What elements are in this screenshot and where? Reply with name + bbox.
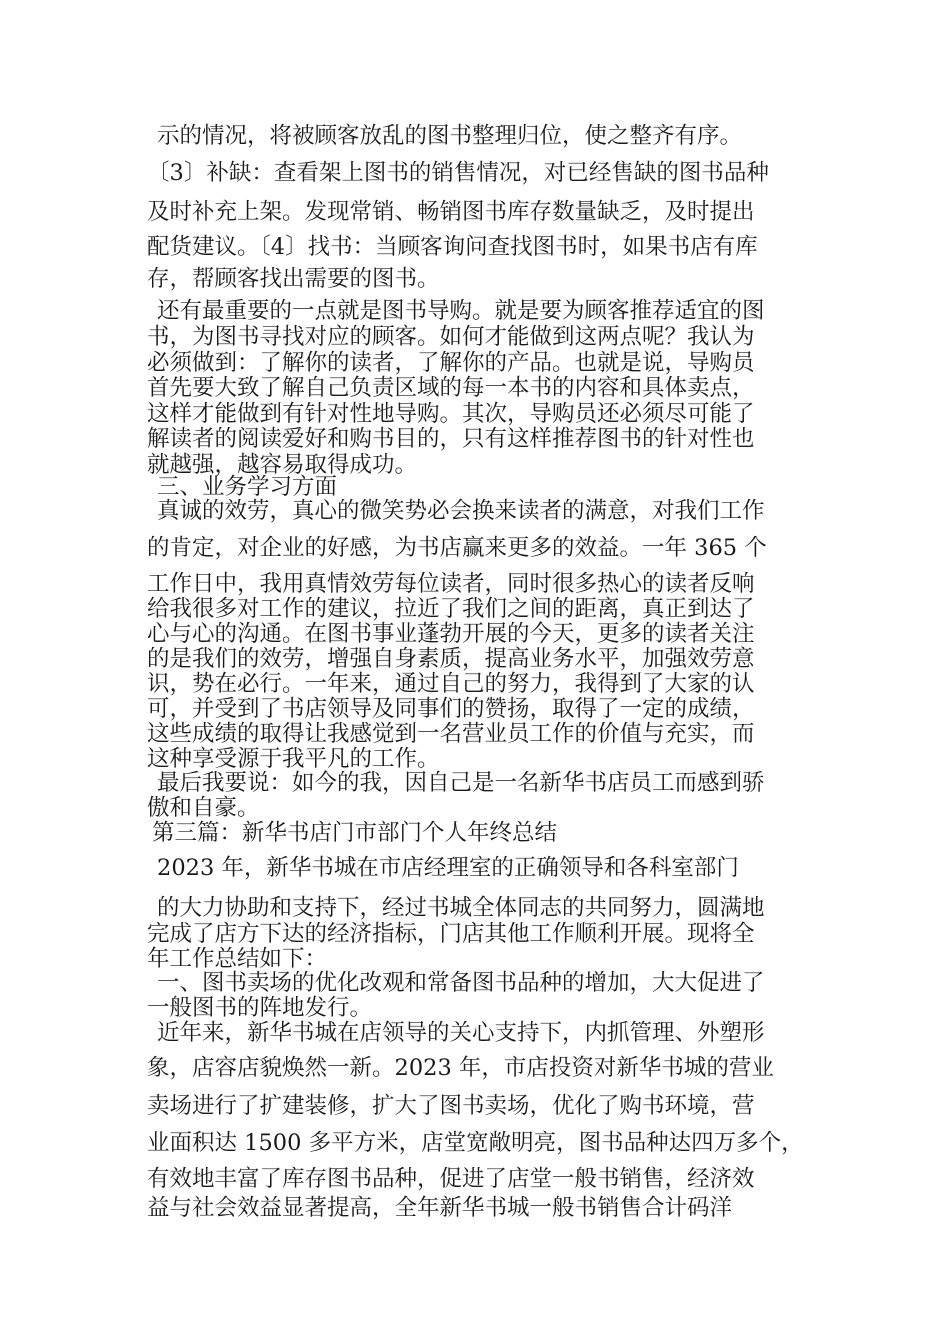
text-line: 首先要大致了解自己负责区域的每一本书的内容和具体卖点，: [147, 375, 755, 401]
text-line: 书，为图书寻找对应的顾客。如何才能做到这两点呢？我认为: [147, 324, 755, 350]
section-heading: 一、图书卖场的优化改观和常备图书品种的增加，大大促进了: [157, 970, 765, 996]
chapter-title: 第三篇：新华书店门市部门个人年终总结: [152, 820, 558, 846]
text-line: 的肯定，对企业的好感，为书店赢来更多的效益。一年 365 个: [147, 535, 767, 561]
text-line: 工作日中，我用真情效劳每位读者，同时很多热心的读者反响: [147, 571, 755, 597]
text-line: 傲和自豪。: [147, 795, 260, 821]
text-line: 解读者的阅读爱好和购书目的，只有这样推荐图书的针对性也: [147, 426, 755, 452]
text-line: 这种享受源于我平凡的工作。: [147, 746, 440, 772]
text-line: 〔3〕补缺：查看架上图书的销售情况，对已经售缺的图书品种: [147, 160, 769, 186]
text-line: 配货建议。〔4〕找书：当顾客询问查找图书时，如果书店有库: [147, 234, 758, 260]
text-line: 必须做到：了解你的读者，了解你的产品。也就是说，导购员: [147, 350, 755, 376]
text-line: 年工作总结如下：: [147, 946, 328, 972]
text-line: 及时补充上架。发现常销、畅销图书库存数量缺乏，及时提出: [147, 199, 755, 225]
text-line: 就越强，越容易取得成功。: [147, 452, 418, 478]
text-line: 近年来，新华书城在店领导的关心支持下，内抓管理、外塑形: [157, 1020, 765, 1046]
text-line: 象，店容店貌焕然一新。2023 年，市店投资对新华书城的营业: [147, 1055, 774, 1081]
text-line: 卖场进行了扩建装修，扩大了图书卖场，优化了购书环境，营: [147, 1093, 755, 1119]
text-line: 给我很多对工作的建议，拉近了我们之间的距离，真正到达了: [147, 596, 755, 622]
text-line: 真诚的效劳，真心的微笑势必会换来读者的满意，对我们工作: [157, 498, 765, 524]
text-line: 最后我要说：如今的我，因自己是一名新华书店员工而感到骄: [157, 770, 765, 796]
text-line: 识，势在必行。一年来，通过自己的努力，我得到了大家的认: [147, 671, 755, 697]
text-line: 这些成绩的取得让我感觉到一名营业员工作的价值与充实，而: [147, 721, 755, 747]
text-line: 业面积达 1500 多平方米，店堂宽敞明亮，图书品种达四万多个，: [147, 1130, 804, 1156]
text-line: 完成了店方下达的经济指标，门店其他工作顺利开展。现将全: [147, 921, 755, 947]
text-line: 还有最重要的一点就是图书导购。就是要为顾客推荐适宜的图: [157, 298, 765, 324]
text-line: 这样才能做到有针对性地导购。其次，导购员还必须尽可能了: [147, 401, 755, 427]
text-line: 的是我们的效劳，增强自身素质，提高业务水平，加强效劳意: [147, 646, 755, 672]
text-line: 有效地丰富了库存图书品种，促进了店堂一般书销售，经济效: [147, 1166, 755, 1192]
text-line: 一般图书的阵地发行。: [147, 995, 373, 1021]
text-line: 存，帮顾客找出需要的图书。: [147, 266, 440, 292]
text-line: 可，并受到了书店领导及同事们的赞扬，取得了一定的成绩，: [147, 696, 755, 722]
text-line: 2023 年，新华书城在市店经理室的正确领导和各科室部门: [157, 855, 739, 881]
section-heading: 三、业务学习方面: [157, 474, 338, 500]
text-line: 的大力协助和支持下，经过书城全体同志的共同努力，圆满地: [157, 895, 765, 921]
text-line: 示的情况，将被顾客放乱的图书整理归位，使之整齐有序。: [157, 123, 743, 149]
text-line: 益与社会效益显著提高，全年新华书城一般书销售合计码洋: [147, 1195, 733, 1221]
text-line: 心与心的沟通。在图书事业蓬勃开展的今天，更多的读者关注: [147, 621, 755, 647]
